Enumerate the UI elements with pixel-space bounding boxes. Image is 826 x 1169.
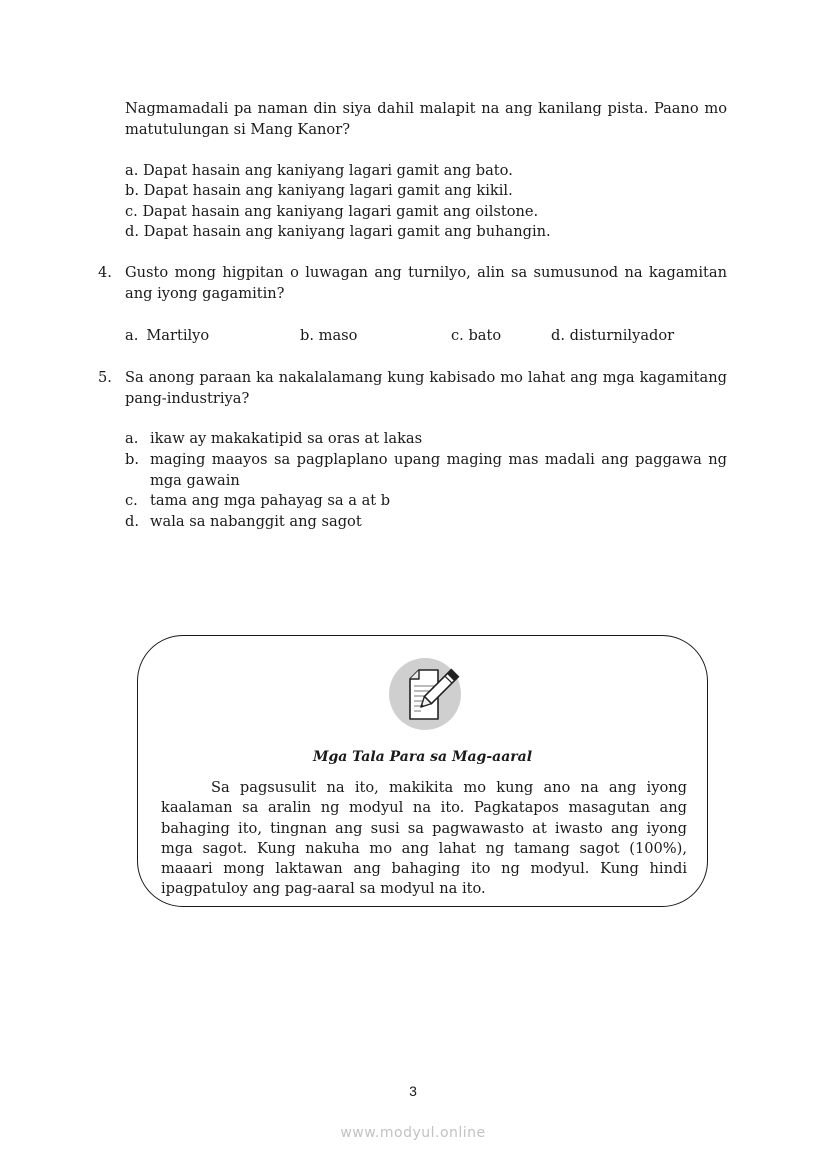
question-4-choice-c	[451, 326, 501, 347]
watermark: www.modyul.online	[340, 1125, 486, 1141]
page-number: 3	[409, 1083, 417, 1099]
intro-choice-b: b. Dapat hasain ang kaniyang lagari gamit ang kikil.	[125, 182, 513, 199]
choice-letter: c.	[451, 327, 464, 344]
intro-choice-a: a. Dapat hasain ang kaniyang lagari gamit ang bato.	[125, 162, 513, 179]
question-5-line-1: Sa anong paraan ka nakalalamang kung kabisado mo lahat ang mga kagamitang	[125, 369, 727, 386]
question-4-choice-b	[300, 326, 357, 347]
notes-box-body	[161, 778, 687, 900]
intro-choice-c: c. Dapat hasain ang kaniyang lagari gamit ang oilstone.	[125, 203, 539, 220]
choice-text: disturnilyador	[569, 327, 675, 344]
choice-text: bato	[468, 327, 502, 344]
question-5-choice-b-letter: b.	[125, 451, 139, 468]
notes-box-body-text: Sa pagsusulit na ito, makikita mo kung ano na ang iyong kaalaman sa aralin ng modyul na ito. Pagkatapos masagutan ang bahaging ito, tingnan ang susi sa pagwawasto at iwasto ang iyong mga sagot. Kung nakuha mo ang lahat ng tamang sagot (100%), maaari mong laktawan ang bahaging ito ng modyul. Kung hindi ipagpatuloy ang pag-aaral sa modyul na ito.	[161, 779, 687, 898]
question-4-choice-a	[125, 326, 209, 347]
intro-choice-d: d. Dapat hasain ang kaniyang lagari gamit ang buhangin.	[125, 223, 551, 240]
question-5-choice-a-text: ikaw ay makakatipid sa oras at lakas	[150, 430, 423, 447]
question-4-line-2: ang iyong gagamitin?	[125, 285, 285, 302]
choice-letter: a.	[125, 327, 139, 344]
choice-letter: d.	[551, 327, 565, 344]
choice-text: maso	[318, 327, 358, 344]
question-5-choice-a-letter: a.	[125, 430, 139, 447]
question-5-line-2: pang-industriya?	[125, 390, 250, 407]
choice-text: Martilyo	[146, 327, 210, 344]
question-4-line-1: Gusto mong higpitan o luwagan ang turnilyo, alin sa sumusunod na kagamitan	[125, 264, 727, 281]
notepad-pencil-icon	[388, 657, 462, 731]
question-5-choice-b-text: maging maayos sa pagplaplano upang maging mas madali ang paggawa ng mga gawain	[150, 451, 727, 489]
question-5-choice-d-text: wala sa nabanggit ang sagot	[150, 513, 362, 530]
question-4-number: 4.	[98, 264, 112, 281]
intro-line-2: matutulungan si Mang Kanor?	[125, 121, 351, 138]
intro-line-1: Nagmamadali pa naman din siya dahil malapit na ang kanilang pista. Paano mo	[125, 100, 727, 117]
question-5-number: 5.	[98, 369, 112, 386]
question-5-choice-d-letter: d.	[125, 513, 139, 530]
choice-letter: b.	[300, 327, 314, 344]
question-5-choice-c-text: tama ang mga pahayag sa a at b	[150, 492, 391, 509]
question-4-choice-d	[551, 326, 674, 347]
notes-box-title: Mga Tala Para sa Mag-aaral	[312, 749, 533, 765]
question-5-choice-c-letter: c.	[125, 492, 138, 509]
